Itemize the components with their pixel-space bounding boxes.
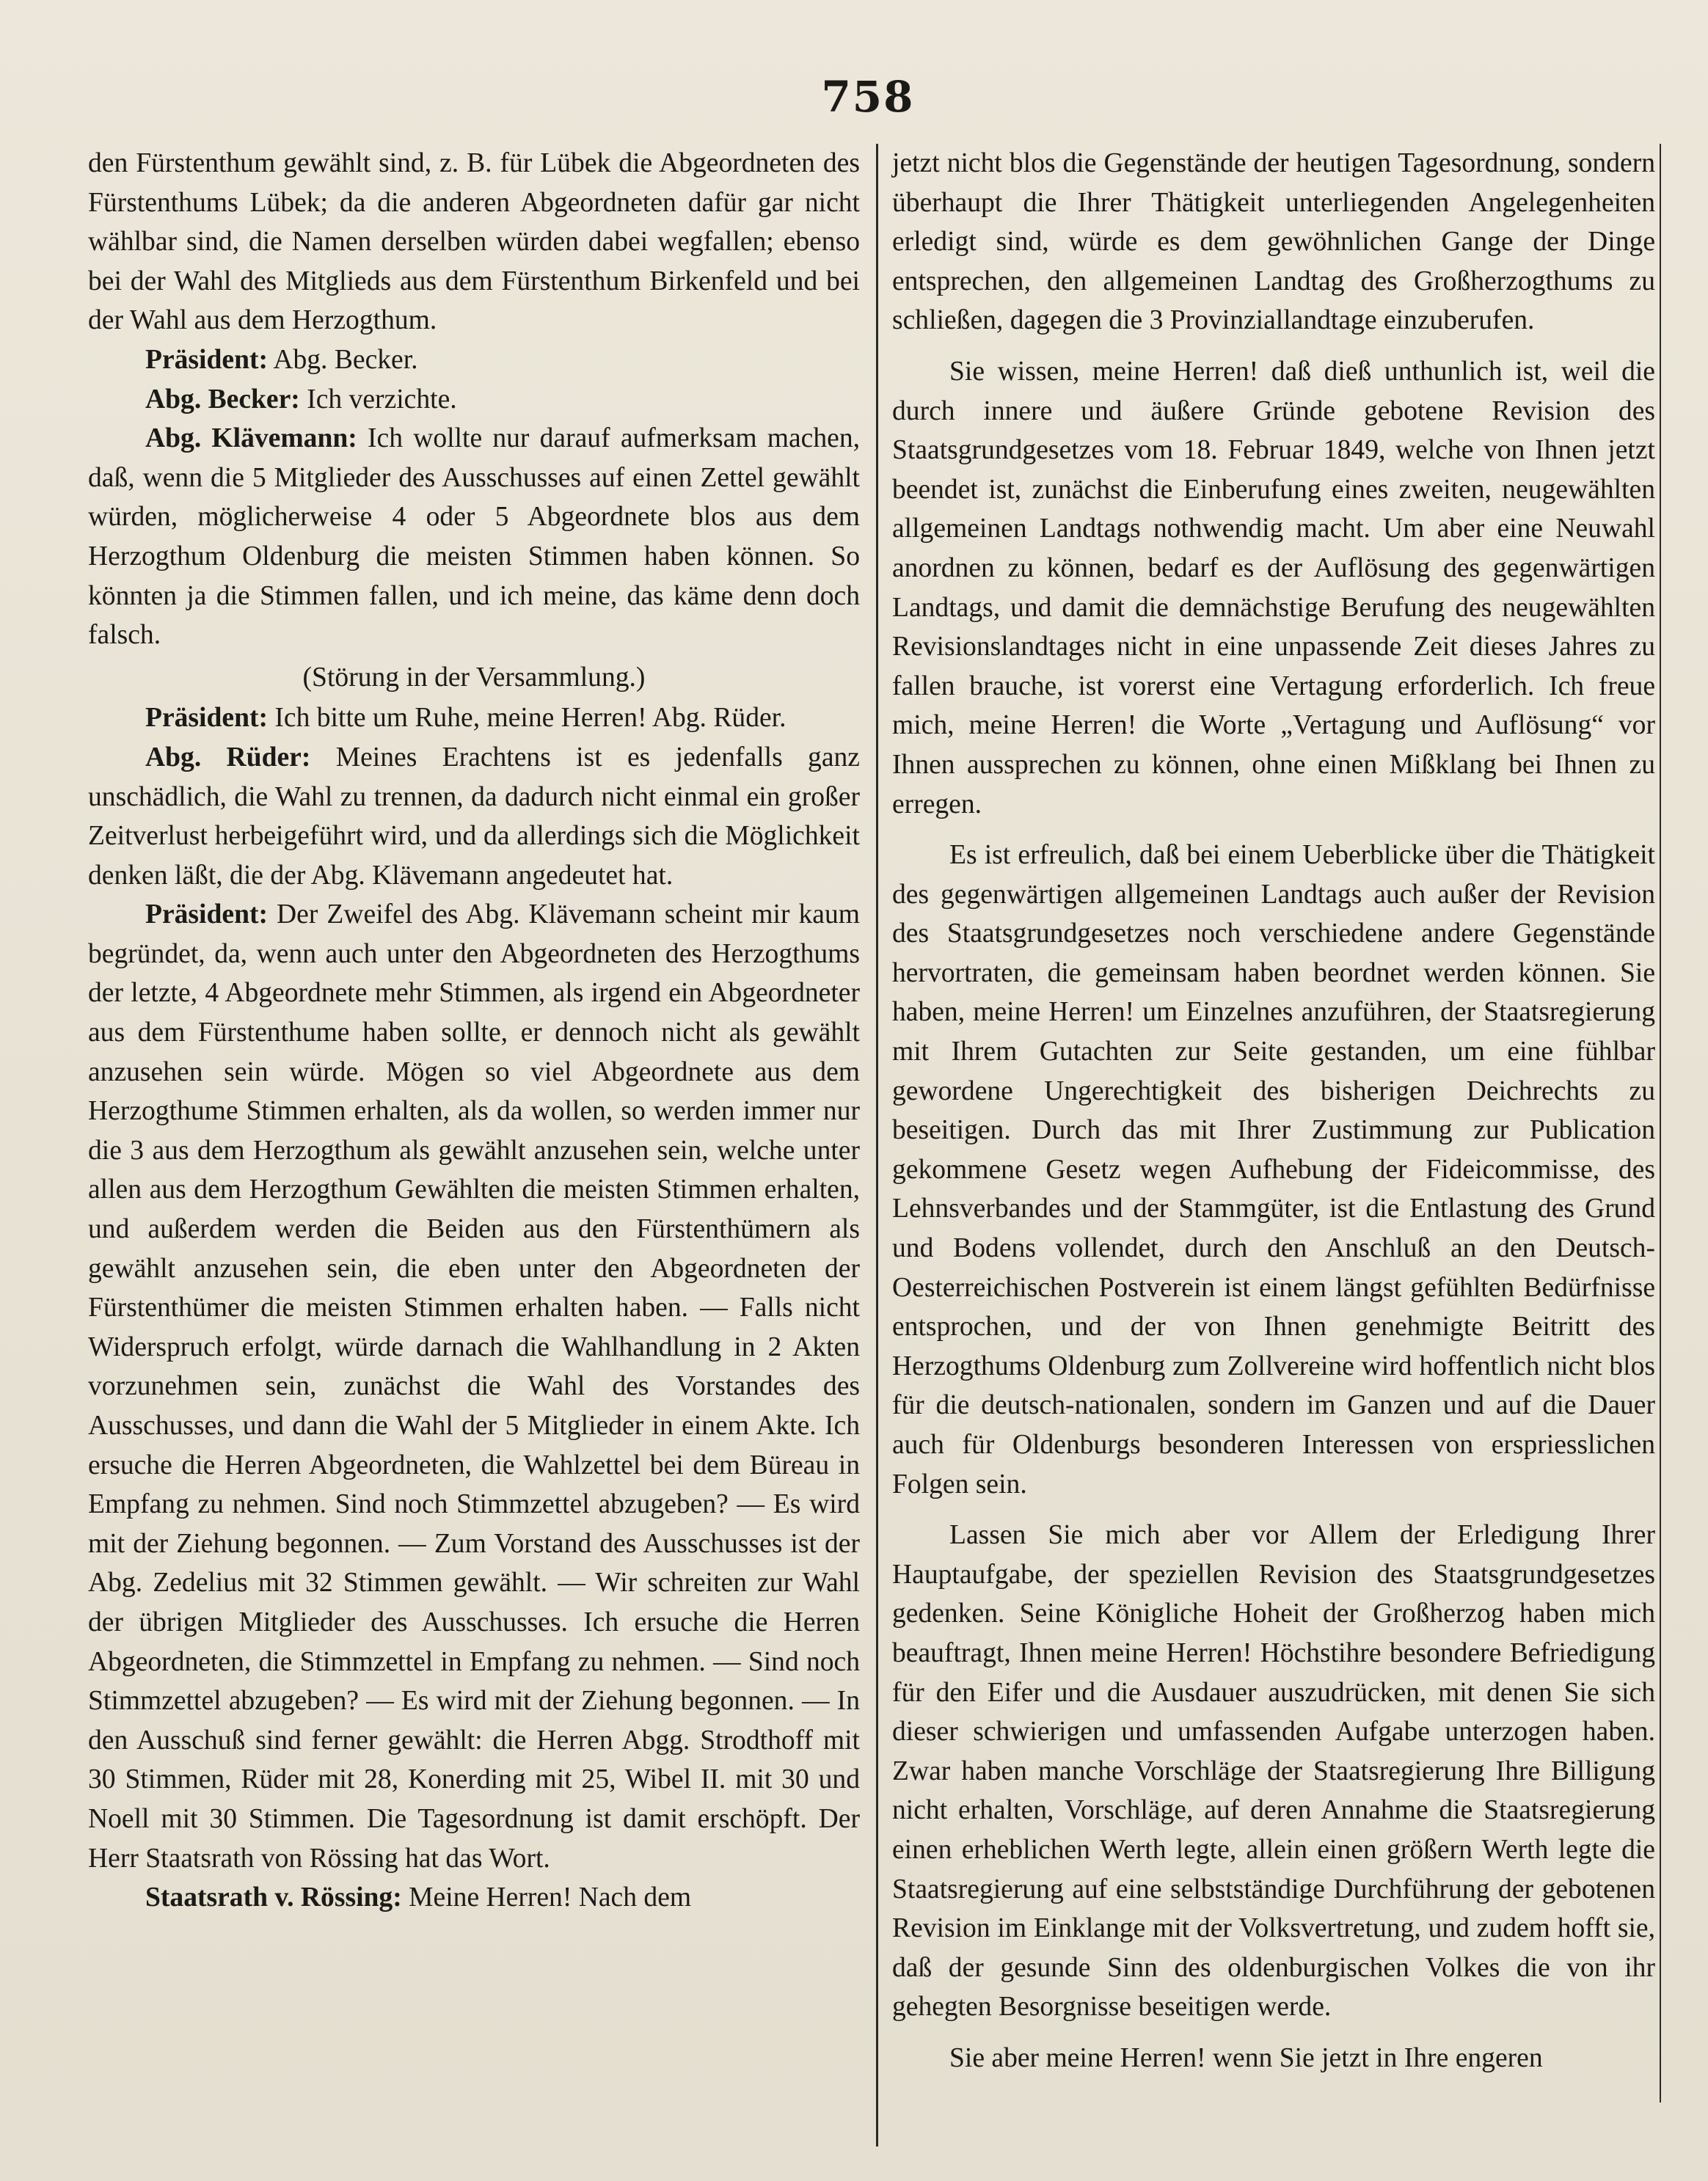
speech-paragraph — [88, 1878, 860, 1918]
continued-paragraph: jetzt nicht blos die Gegenstände der heutigen Tagesordnung, sondern überhaupt die Ihrer Thätigkeit unterliegenden Angelegenheiten erledigt sind, würde es dem gewöhnlichen Gange der Dinge entsprechen, den allgemeinen Landtag des Großherzogthums zu schließen, dagegen die 3 Provinziallandtage einzuberufen. — [892, 148, 1655, 336]
speaker-name: Abg. Becker: — [145, 384, 300, 414]
speaker-name: Staatsrath v. Rössing: — [145, 1882, 402, 1913]
speech-text: Ich bitte um Ruhe, meine Herren! Abg. Rüder. — [268, 703, 787, 734]
paragraph: Sie wissen, meine Herren! daß dieß unthunlich ist, weil die durch innere und äußere Gründe gebotene Revision des Staatsgrundgesetzes vom 18. Februar 1849, welche von Ihnen jetzt beendet ist, zunächst die Einberufung eines zweiten, neugewählten allgemeinen Landtags nothwendig macht. Um aber eine Neuwahl anordnen zu können, bedarf es der Auflösung des gegenwärtigen Landtags, und damit die demnächstige Berufung des neugewählten Revisionslandtages nicht in eine unpassende Zeit dieses Jahres zu fallen brauche, ist vorerst eine Vertagung erforderlich. Ich freue mich, meine Herren! die Worte „Vertagung und Auflösung“ vor Ihnen aussprechen zu können, ohne einen Mißklang bei Ihnen zu erregen. — [892, 356, 1655, 819]
paragraph-gap — [892, 340, 1655, 352]
paragraph-gap — [892, 2027, 1655, 2039]
speech-paragraph — [88, 895, 860, 1878]
speaker-name: Präsident: — [145, 703, 268, 734]
paragraph: Sie aber meine Herren! wenn Sie jetzt in Ihre engeren — [949, 2042, 1543, 2073]
speech-text: Der Zweifel des Abg. Klävemann scheint mir kaum begründet, da, wenn auch unter den Abgeordneten des Herzogthums der letzte, 4 Abgeordnete mehr Stimmen, als irgend ein Abgeordneter aus dem Fürstenthume haben sollte, er dennoch nicht als gewählt anzusehen sein würde. Mögen so viel Abgeordnete aus dem Herzogthume Stimmen erhalten, als da wollen, so werden immer nur die 3 aus dem Herzogthum als gewählt anzusehen sein, welche unter allen aus dem Herzogthum Gewählten die meisten Stimmen erhalten, und außerdem werden die Beiden aus den Fürstenthümern als gewählt anzusehen sein, die eben unter den Abgeordneten der Fürstenthümer die meisten Stimmen erhalten haben. — Falls nicht Widerspruch erfolgt, würde darnach die Wahlhandlung in 2 Akten vorzunehmen sein, zunächst die Wahl des Vorstandes des Ausschusses, und dann die Wahl der 5 Mitglieder in einem Akte. Ich ersuche die Herren Abgeordneten, die Wahlzettel bei dem Büreau in Empfang zu nehmen. Sind noch Stimmzettel abzugeben? — Es wird mit der Ziehung begonnen. — Zum Vorstand des Ausschusses ist der Abg. Zedelius mit 32 Stimmen gewählt. — Wir schreiten zur Wahl der übrigen Mitglieder des Ausschusses. Ich ersuche die Herren Abgeordneten, die Stimmzettel in Empfang zu nehmen. — Sind noch Stimmzettel abzugeben? — Es wird mit der Ziehung begonnen. — In den Ausschuß sind ferner gewählt: die Herren Abgg. Strodthoff mit 30 Stimmen, Rüder mit 28, Konerding mit 25, Wibel II. mit 30 und Noell mit 30 Stimmen. Die Tagesordnung ist damit erschöpft. Der Herr Staatsrath von Rössing hat das Wort. — [88, 899, 860, 1874]
speech-text: Abg. Becker. — [268, 344, 418, 375]
speech-paragraph — [88, 738, 860, 895]
speech-text: Meines Erachtens ist es jedenfalls ganz unschädlich, die Wahl zu trennen, da dadurch nicht einmal ein großer Zeitverlust herbeigeführt wird, und da allerdings sich die Möglichkeit denken läßt, die der Abg. Klävemann angedeutet hat. — [88, 742, 860, 891]
speaker-name: Abg. Klävemann: — [145, 423, 357, 454]
right-margin-rule — [1660, 144, 1661, 2103]
speaker-name: Präsident: — [145, 899, 268, 930]
speech-paragraph — [88, 419, 860, 655]
speaker-name: Abg. Rüder: — [145, 742, 311, 772]
speech-paragraph — [88, 698, 860, 738]
page-number: 758 — [821, 72, 915, 122]
speech-text: Ich wollte nur darauf aufmerksam machen, daß, wenn die 5 Mitglieder des Ausschusses auf einen Zettel gewählt würden, möglicherweise 4 oder 5 Abgeordnete blos aus dem Herzogthum Oldenburg die meisten Stimmen haben können. So könnten ja die Stimmen fallen, und ich meine, das käme denn doch falsch. — [88, 423, 861, 651]
paragraph-gap — [892, 1504, 1655, 1516]
speech-paragraph — [88, 340, 860, 380]
left-column — [88, 144, 860, 1918]
speech-text: Ich verzichte. — [299, 384, 457, 414]
speech-text: Meine Herren! Nach dem — [401, 1882, 692, 1913]
paragraph: Lassen Sie mich aber vor Allem der Erledigung Ihrer Hauptaufgabe, der speziellen Revision des Staatsgrundgesetzes gedenken. Seine Königliche Hoheit der Großherzog haben mich beauftragt, Ihnen meine Herren! Höchstihre besondere Befriedigung für den Eifer und die Ausdauer auszudrücken, mit denen Sie sich dieser schwierigen und umfassenden Aufgabe unterzogen haben. Zwar haben manche Vorschläge der Staatsregierung Ihre Billigung nicht erhalten, Vorschläge, auf deren Annahme die Staatsregierung einen erheblichen Werth legte, allein einen größern Werth legte die Staatsregierung auf eine selbstständige Durchführung der gebotenen Revision im Einklange mit der Volksvertretung, und zudem hofft sie, daß der gesunde Sinn des oldenburgischen Volkes die von ihr gehegten Besorgnisse beseitigen werde. — [892, 1520, 1655, 2023]
continued-paragraph: den Fürstenthum gewählt sind, z. B. für Lübek die Abgeordneten des Fürstenthums Lübek; da die anderen Abgeordneten dafür gar nicht wählbar sind, die Namen derselben würden dabei wegfallen; ebenso bei der Wahl des Mitglieds aus dem Fürstenthum Birkenfeld und bei der Wahl aus dem Herzogthum. — [88, 148, 860, 336]
paragraph-gap — [892, 824, 1655, 836]
column-divider — [876, 144, 878, 2147]
stage-direction: (Störung in der Versammlung.) — [302, 662, 646, 693]
speaker-name: Präsident: — [145, 344, 268, 375]
paragraph: Es ist erfreulich, daß bei einem Ueberblicke über die Thätigkeit des gegenwärtigen allgemeinen Landtags auch außer der Revision des Staatsgrundgesetzes noch verschiedene andere Gegenstände hervortraten, die gemeinsam haben beordnet werden können. Sie haben, meine Herren! um Einzelnes anzuführen, der Staatsregierung mit Ihrem Gutachten zur Seite gestanden, um eine fühlbar gewordene Ungerechtigkeit des bisherigen Deichrechts zu beseitigen. Durch das mit Ihrer Zustimmung zur Publication gekommene Gesetz wegen Aufhebung der Fideicommisse, des Lehnsverbandes und der Stammgüter, ist die Entlastung des Grund und Bodens vollendet, durch den Anschluß an den Deutsch-Oesterreichischen Postverein ist einem längst gefühlten Bedürfnisse entsprochen, und der von Ihnen genehmigte Beitritt des Herzogthums Oldenburg zum Zollvereine wird hoffentlich nicht blos für die deutsch-nationalen, sondern im Ganzen und auf die Dauer auch für Oldenburgs besonderen Interessen von erspriesslichen Folgen sein. — [892, 840, 1655, 1499]
speech-paragraph — [88, 380, 860, 420]
right-column — [892, 144, 1655, 2078]
